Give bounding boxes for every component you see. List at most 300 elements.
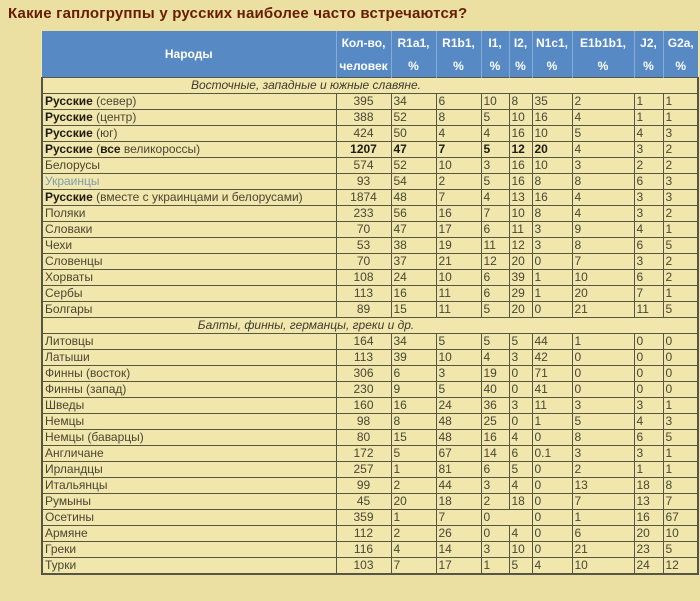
pct-cell: 5 xyxy=(572,126,634,142)
people-name: великороссы) xyxy=(120,142,201,156)
pct-cell: 5 xyxy=(663,542,698,558)
table-row xyxy=(42,158,698,174)
pct-cell: 0 xyxy=(532,462,572,478)
pct-cell: 1 xyxy=(391,462,436,478)
pct-cell: 36 xyxy=(481,398,509,414)
table-row xyxy=(42,94,698,110)
people-cell xyxy=(42,526,336,542)
pct-cell: 3 xyxy=(481,158,509,174)
col-header-j2-line1: J2, xyxy=(634,31,663,54)
table-row xyxy=(42,366,698,382)
pct-cell: 7 xyxy=(572,494,634,510)
pct-cell: 8 xyxy=(532,174,572,190)
pct-cell: 10 xyxy=(532,158,572,174)
people-cell xyxy=(42,510,336,526)
people-name: (север) xyxy=(92,94,137,108)
table-row xyxy=(42,126,698,142)
pct-cell: 41 xyxy=(532,382,572,398)
pct-cell: 5 xyxy=(572,414,634,430)
pct-cell: 7 xyxy=(436,190,481,206)
table-row xyxy=(42,254,698,270)
pct-cell: 0 xyxy=(634,334,663,350)
pct-cell: 5 xyxy=(481,334,509,350)
pct-cell: 6 xyxy=(481,270,509,286)
count-cell: 424 xyxy=(336,126,391,142)
pct-cell: 0 xyxy=(532,254,572,270)
pct-cell: 3 xyxy=(509,398,532,414)
people-cell xyxy=(42,414,336,430)
people-cell xyxy=(42,430,336,446)
pct-cell: 14 xyxy=(481,446,509,462)
pct-cell: 16 xyxy=(532,190,572,206)
pct-cell: 14 xyxy=(436,542,481,558)
people-name: Шведы xyxy=(45,398,85,412)
table-row xyxy=(42,430,698,446)
people-name: Финны (восток) xyxy=(45,366,131,380)
people-name: Англичане xyxy=(45,446,104,460)
pct-cell: 24 xyxy=(436,398,481,414)
pct-cell: 5 xyxy=(481,110,509,126)
pct-cell: 10 xyxy=(436,350,481,366)
people-name: Финны (запад) xyxy=(45,382,127,396)
pct-cell: 10 xyxy=(436,270,481,286)
pct-cell: 11 xyxy=(509,222,532,238)
pct-cell: 4 xyxy=(572,110,634,126)
pct-cell: 0 xyxy=(572,382,634,398)
section-row xyxy=(42,318,698,334)
pct-cell: 16 xyxy=(481,430,509,446)
pct-cell: 18 xyxy=(436,494,481,510)
pct-cell: 2 xyxy=(391,478,436,494)
pct-cell: 0 xyxy=(532,478,572,494)
pct-cell: 3 xyxy=(634,142,663,158)
count-cell: 1207 xyxy=(336,142,391,158)
people-name: Немцы xyxy=(45,414,85,428)
pct-cell: 0 xyxy=(532,526,572,542)
people-name: Словенцы xyxy=(45,254,103,268)
pct-cell: 3 xyxy=(572,446,634,462)
people-name-bold: все xyxy=(100,142,121,156)
pct-cell: 0 xyxy=(634,366,663,382)
pct-cell: 34 xyxy=(391,94,436,110)
pct-cell: 3 xyxy=(634,446,663,462)
table-row xyxy=(42,190,698,206)
pct-cell: 16 xyxy=(391,286,436,302)
pct-cell: 10 xyxy=(509,542,532,558)
table-row xyxy=(42,286,698,302)
table-row xyxy=(42,334,698,350)
pct-cell: 4 xyxy=(481,190,509,206)
pct-cell: 13 xyxy=(634,494,663,510)
table-row xyxy=(42,542,698,558)
people-name-bold: Русские xyxy=(45,126,93,140)
pct-cell: 6 xyxy=(481,222,509,238)
pct-cell: 8 xyxy=(572,238,634,254)
pct-cell: 0 xyxy=(509,366,532,382)
table-row xyxy=(42,382,698,398)
pct-cell: 4 xyxy=(481,126,509,142)
pct-cell: 8 xyxy=(436,110,481,126)
pct-cell: 15 xyxy=(391,302,436,318)
pct-cell: 54 xyxy=(391,174,436,190)
pct-cell: 6 xyxy=(572,526,634,542)
people-name: Осетины xyxy=(45,510,95,524)
col-header-r1a1-line2: % xyxy=(391,54,436,78)
people-name-bold: Русские xyxy=(45,110,93,124)
pct-cell: 10 xyxy=(509,110,532,126)
pct-cell: 1 xyxy=(532,286,572,302)
people-cell xyxy=(42,254,336,270)
pct-cell: 10 xyxy=(572,270,634,286)
pct-cell: 2 xyxy=(634,158,663,174)
count-cell: 395 xyxy=(336,94,391,110)
people-name: ( xyxy=(92,142,101,156)
pct-cell: 3 xyxy=(509,350,532,366)
pct-cell: 3 xyxy=(572,158,634,174)
pct-cell: 26 xyxy=(436,526,481,542)
people-cell xyxy=(42,142,336,158)
pct-cell: 3 xyxy=(532,222,572,238)
pct-cell: 1 xyxy=(532,270,572,286)
pct-cell: 1 xyxy=(663,94,698,110)
pct-cell: 23 xyxy=(634,542,663,558)
count-cell: 113 xyxy=(336,350,391,366)
pct-cell: 67 xyxy=(436,446,481,462)
people-name: Армяне xyxy=(45,526,88,540)
pct-cell: 6 xyxy=(509,446,532,462)
pct-cell: 6 xyxy=(634,430,663,446)
pct-cell: 3 xyxy=(481,542,509,558)
pct-cell: 2 xyxy=(572,462,634,478)
table-row xyxy=(42,206,698,222)
pct-cell: 20 xyxy=(391,494,436,510)
pct-cell: 1 xyxy=(572,510,634,526)
col-header-g2a-line2: % xyxy=(663,54,698,78)
count-cell: 53 xyxy=(336,238,391,254)
col-header-e1b1b1-line2: % xyxy=(572,54,634,78)
count-cell: 116 xyxy=(336,542,391,558)
pct-cell: 9 xyxy=(572,222,634,238)
pct-cell: 5 xyxy=(436,334,481,350)
people-cell xyxy=(42,94,336,110)
pct-cell: 7 xyxy=(436,142,481,158)
pct-cell: 40 xyxy=(481,382,509,398)
people-cell xyxy=(42,494,336,510)
people-name: Болгары xyxy=(45,302,93,316)
people-name-bold: Русские xyxy=(45,94,93,108)
people-name: Немцы (баварцы) xyxy=(45,430,144,444)
pct-cell: 4 xyxy=(572,190,634,206)
people-cell xyxy=(42,350,336,366)
pct-cell: 81 xyxy=(436,462,481,478)
people-cell xyxy=(42,558,336,575)
pct-cell: 9 xyxy=(391,382,436,398)
pct-cell: 5 xyxy=(481,302,509,318)
pct-cell: 6 xyxy=(634,174,663,190)
table-row xyxy=(42,462,698,478)
table-row xyxy=(42,174,698,190)
table-body xyxy=(42,78,698,575)
pct-cell: 0 xyxy=(532,430,572,446)
pct-cell: 47 xyxy=(391,142,436,158)
people-cell xyxy=(42,222,336,238)
pct-cell: 1 xyxy=(391,510,436,526)
table-row xyxy=(42,222,698,238)
people-name: Турки xyxy=(45,558,77,572)
pct-cell: 19 xyxy=(436,238,481,254)
pct-cell: 0 xyxy=(532,510,572,526)
pct-cell: 50 xyxy=(391,126,436,142)
pct-cell: 18 xyxy=(634,478,663,494)
pct-cell: 0 xyxy=(532,302,572,318)
pct-cell: 11 xyxy=(634,302,663,318)
pct-cell: 3 xyxy=(663,190,698,206)
pct-cell: 10 xyxy=(436,158,481,174)
pct-cell: 16 xyxy=(532,110,572,126)
pct-cell: 21 xyxy=(436,254,481,270)
pct-cell: 1 xyxy=(663,110,698,126)
count-cell: 160 xyxy=(336,398,391,414)
table-row xyxy=(42,558,698,575)
pct-cell: 16 xyxy=(509,158,532,174)
pct-cell: 1 xyxy=(532,414,572,430)
pct-cell: 7 xyxy=(436,510,481,526)
pct-cell: 6 xyxy=(481,286,509,302)
pct-cell: 4 xyxy=(509,430,532,446)
count-cell: 98 xyxy=(336,414,391,430)
pct-cell: 3 xyxy=(663,126,698,142)
people-cell xyxy=(42,462,336,478)
table-row xyxy=(42,398,698,414)
pct-cell: 7 xyxy=(572,254,634,270)
pct-cell: 3 xyxy=(663,174,698,190)
pct-cell: 4 xyxy=(509,478,532,494)
people-cell xyxy=(42,174,336,190)
people-name: (вместе с украинцами и белорусами) xyxy=(92,190,303,204)
people-cell xyxy=(42,206,336,222)
pct-cell: 19 xyxy=(481,366,509,382)
pct-cell: 39 xyxy=(509,270,532,286)
pct-cell: 5 xyxy=(663,302,698,318)
pct-cell: 1 xyxy=(634,94,663,110)
pct-cell: 25 xyxy=(481,414,509,430)
count-cell: 164 xyxy=(336,334,391,350)
col-header-e1b1b1-line1: E1b1b1, xyxy=(572,31,634,54)
pct-cell: 16 xyxy=(634,510,663,526)
pct-cell: 2 xyxy=(663,270,698,286)
pct-cell: 20 xyxy=(634,526,663,542)
pct-cell: 4 xyxy=(572,206,634,222)
pct-cell: 16 xyxy=(391,398,436,414)
pct-cell: 16 xyxy=(509,174,532,190)
col-header-i1-line1: I1, xyxy=(481,31,509,54)
people-cell xyxy=(42,238,336,254)
pct-cell: 4 xyxy=(509,526,532,542)
count-cell: 1874 xyxy=(336,190,391,206)
pct-cell: 0 xyxy=(481,526,509,542)
pct-cell: 0 xyxy=(572,350,634,366)
count-cell: 70 xyxy=(336,222,391,238)
pct-cell: 21 xyxy=(572,542,634,558)
pct-cell: 5 xyxy=(509,334,532,350)
people-cell xyxy=(42,542,336,558)
pct-cell: 37 xyxy=(391,254,436,270)
pct-cell: 5 xyxy=(509,462,532,478)
count-cell: 89 xyxy=(336,302,391,318)
pct-cell: 1 xyxy=(663,446,698,462)
section-label: Балты, финны, германцы, греки и др. xyxy=(42,318,698,334)
col-header-peoples: Народы xyxy=(42,31,336,78)
table-row xyxy=(42,510,698,526)
table-row xyxy=(42,110,698,126)
people-name-bold: Русские xyxy=(45,190,93,204)
pct-cell: 4 xyxy=(532,558,572,575)
pct-cell: 38 xyxy=(391,238,436,254)
pct-cell: 10 xyxy=(509,206,532,222)
pct-cell: 0 xyxy=(663,350,698,366)
people-cell xyxy=(42,270,336,286)
people-name: (центр) xyxy=(92,110,137,124)
pct-cell: 21 xyxy=(572,302,634,318)
pct-cell: 48 xyxy=(436,430,481,446)
pct-cell: 1 xyxy=(663,398,698,414)
people-name: Белорусы xyxy=(45,158,100,172)
count-cell: 45 xyxy=(336,494,391,510)
pct-cell: 12 xyxy=(509,238,532,254)
col-header-g2a-line1: G2a, xyxy=(663,31,698,54)
people-name: Чехи xyxy=(45,238,73,252)
pct-cell: 10 xyxy=(663,526,698,542)
pct-cell: 47 xyxy=(391,222,436,238)
people-cell xyxy=(42,478,336,494)
people-link[interactable]: Украинцы xyxy=(45,174,100,188)
pct-cell: 11 xyxy=(481,238,509,254)
pct-cell: 42 xyxy=(532,350,572,366)
pct-cell: 7 xyxy=(391,558,436,575)
pct-cell: 20 xyxy=(509,254,532,270)
pct-cell: 5 xyxy=(663,238,698,254)
pct-cell: 52 xyxy=(391,158,436,174)
pct-cell: 12 xyxy=(509,142,532,158)
haplogroup-table xyxy=(41,31,699,575)
people-cell xyxy=(42,190,336,206)
table-row xyxy=(42,238,698,254)
pct-cell: 8 xyxy=(391,414,436,430)
pct-cell: 12 xyxy=(481,254,509,270)
pct-cell: 8 xyxy=(663,478,698,494)
pct-cell: 1 xyxy=(634,110,663,126)
people-cell xyxy=(42,158,336,174)
table-header xyxy=(42,31,698,78)
people-name: Словаки xyxy=(45,222,93,236)
pct-cell: 20 xyxy=(532,142,572,158)
pct-cell: 3 xyxy=(532,238,572,254)
pct-cell: 7 xyxy=(481,206,509,222)
pct-cell: 0 xyxy=(509,382,532,398)
pct-cell: 6 xyxy=(634,238,663,254)
pct-cell: 7 xyxy=(663,494,698,510)
pct-cell: 3 xyxy=(572,398,634,414)
people-name: Итальянцы xyxy=(45,478,108,492)
count-cell: 93 xyxy=(336,174,391,190)
pct-cell: 0 xyxy=(663,366,698,382)
table-row xyxy=(42,350,698,366)
pct-cell: 48 xyxy=(391,190,436,206)
pct-cell: 44 xyxy=(436,478,481,494)
count-cell: 80 xyxy=(336,430,391,446)
pct-cell: 15 xyxy=(391,430,436,446)
pct-cell: 10 xyxy=(532,126,572,142)
pct-cell: 5 xyxy=(663,430,698,446)
pct-cell: 0 xyxy=(481,510,532,526)
pct-cell: 24 xyxy=(391,270,436,286)
pct-cell: 1 xyxy=(663,286,698,302)
table-row xyxy=(42,302,698,318)
count-cell: 103 xyxy=(336,558,391,575)
pct-cell: 0 xyxy=(634,382,663,398)
pct-cell: 20 xyxy=(509,302,532,318)
pct-cell: 71 xyxy=(532,366,572,382)
pct-cell: 0 xyxy=(532,494,572,510)
table-row xyxy=(42,142,698,158)
pct-cell: 1 xyxy=(481,558,509,575)
table-row xyxy=(42,270,698,286)
pct-cell: 12 xyxy=(663,558,698,575)
pct-cell: 2 xyxy=(663,142,698,158)
col-header-count-line1: Кол-во, xyxy=(336,31,391,54)
count-cell: 112 xyxy=(336,526,391,542)
col-header-j2-line2: % xyxy=(634,54,663,78)
people-name: Ирландцы xyxy=(45,462,103,476)
people-name: Румыны xyxy=(45,494,91,508)
pct-cell: 6 xyxy=(634,270,663,286)
table-row xyxy=(42,446,698,462)
people-name: (юг) xyxy=(92,126,118,140)
pct-cell: 2 xyxy=(663,158,698,174)
pct-cell: 17 xyxy=(436,558,481,575)
people-name: Хорваты xyxy=(45,270,93,284)
people-cell xyxy=(42,110,336,126)
pct-cell: 52 xyxy=(391,110,436,126)
pct-cell: 2 xyxy=(391,526,436,542)
count-cell: 99 xyxy=(336,478,391,494)
pct-cell: 1 xyxy=(663,222,698,238)
people-name: Сербы xyxy=(45,286,83,300)
section-row xyxy=(42,78,698,94)
people-name: Поляки xyxy=(45,206,86,220)
pct-cell: 17 xyxy=(436,222,481,238)
count-cell: 574 xyxy=(336,158,391,174)
col-header-r1a1-line1: R1a1, xyxy=(391,31,436,54)
pct-cell: 18 xyxy=(509,494,532,510)
count-cell: 388 xyxy=(336,110,391,126)
pct-cell: 39 xyxy=(391,350,436,366)
col-header-r1b1-line2: % xyxy=(436,54,481,78)
table-row xyxy=(42,478,698,494)
pct-cell: 4 xyxy=(634,414,663,430)
count-cell: 233 xyxy=(336,206,391,222)
people-cell xyxy=(42,366,336,382)
pct-cell: 3 xyxy=(634,398,663,414)
pct-cell: 8 xyxy=(532,206,572,222)
pct-cell: 5 xyxy=(481,142,509,158)
people-cell xyxy=(42,302,336,318)
pct-cell: 0 xyxy=(634,350,663,366)
pct-cell: 8 xyxy=(509,94,532,110)
pct-cell: 3 xyxy=(481,478,509,494)
pct-cell: 6 xyxy=(391,366,436,382)
pct-cell: 2 xyxy=(436,174,481,190)
